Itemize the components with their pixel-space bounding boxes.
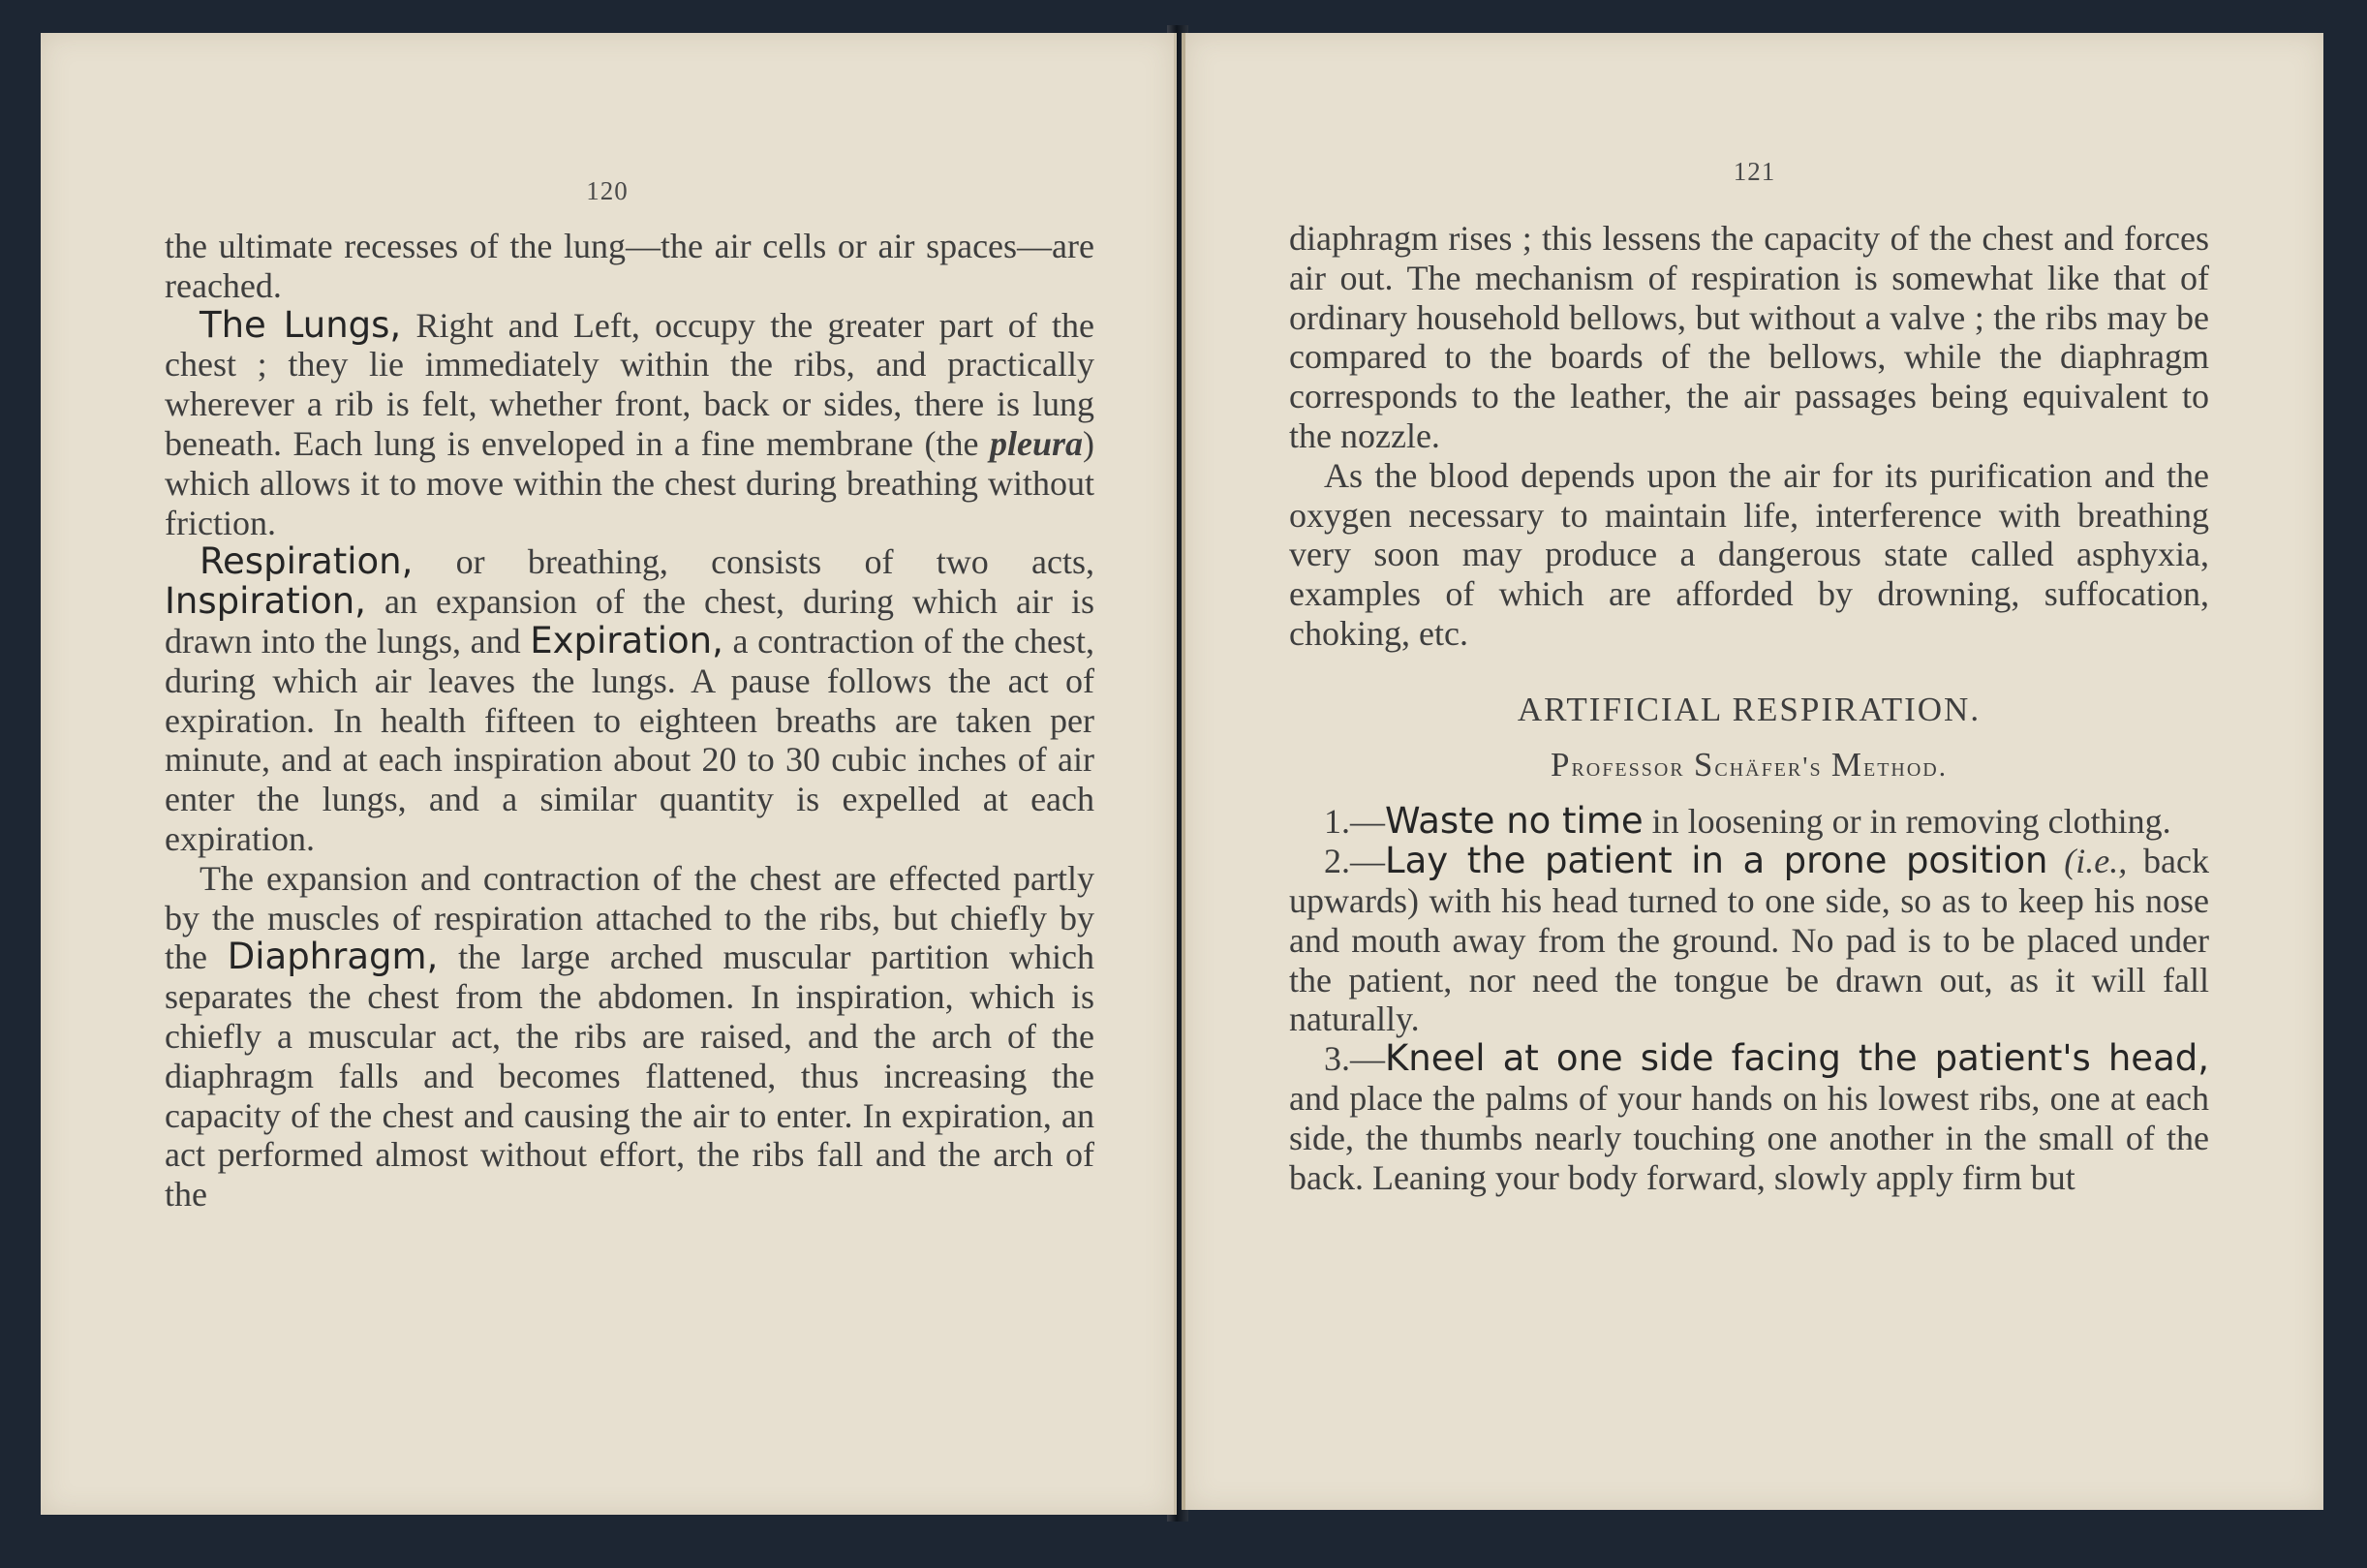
left-page: [41, 33, 1177, 1515]
step-title: Lay the patient in a prone position: [1385, 840, 2048, 882]
paragraph-text: or breathing, consists of two acts,: [413, 542, 1094, 582]
paragraph-text: As the blood depends upon the air for its purification and the oxygen necessary to maintain life, interference with breathing very soon may produce a dangerous state called asphyxia, examples of which are afforded by drowning, suffocation, choking, etc.: [1289, 455, 2209, 653]
step-title: Kneel at one side facing the patient's head,: [1385, 1037, 2209, 1080]
paragraph-text: The expansion and contraction of the chest are effected partly by the muscles of respiration attached to the ribs, but chiefly by the: [165, 858, 1094, 977]
step-number: 1.—: [1324, 802, 1385, 842]
section-heading: ARTIFICIAL RESPIRATION.: [1517, 690, 1982, 728]
paragraph-text: diaphragm rises ; this lessens the capacity of the chest and forces air out. The mechanism of respiration is somewhat like that of ordinary household bellows, but without a valve ; the ribs may be compared to the boards of the bellows, while the diaphragm corresponds to the leather, the air passages being equivalent to the nozzle.: [1289, 219, 2209, 455]
subheading-text: ethod.: [1862, 751, 1948, 783]
page-number: 120: [586, 176, 629, 205]
step-text: in loosening or in removing clothing.: [1643, 802, 2171, 842]
paragraph-asphyxia: [1289, 456, 2209, 654]
term-lungs: The Lungs,: [200, 303, 402, 346]
term-pleura: pleura: [989, 423, 1083, 463]
term-expiration: Expiration,: [530, 619, 723, 661]
paragraph-text: the ultimate recesses of the lung—the air cells or air spaces—are reached.: [165, 227, 1094, 305]
step-number: 3.—: [1324, 1039, 1385, 1079]
subheading-cap: M: [1830, 745, 1863, 784]
step-3: [1289, 1039, 2209, 1197]
paragraph: [165, 227, 1094, 306]
step-text: and place the palms of your hands on his lowest ribs, one at each side, the thumbs nearly touching one another in the small of the back. Leaning your body forward, slowly apply firm but: [1289, 1078, 2209, 1197]
step-2: [1289, 842, 2209, 1039]
section-subheading: [1289, 746, 2209, 787]
paragraph-text: the large arched muscular partition which separates the chest from the abdomen. In inspiration, which is chiefly a muscular act, the ribs are raised, and the arch of the diaphragm falls and becomes flattened, thus increasing the capacity of the chest and causing the air to enter. In expiration, an act performed almost without effort, the ribs fall and the arch of the: [165, 938, 1094, 1214]
subheading-cap: P: [1551, 745, 1572, 784]
paragraph-text: a contraction of the chest, during which air leaves the lungs. A pause follows the act of expiration. In health fifteen to eighteen breaths are taken per minute, and at each inspiration about 20 to 30 cubic inches of air enter the lungs, and a similar quantity is expelled at each expiration.: [165, 621, 1094, 858]
paragraph-lungs: [165, 303, 1094, 543]
right-page: [1182, 33, 2323, 1510]
paragraph-text: Right and Left, occupy the greater part of the chest ; they lie immediately within the ribs, and practically wherever a rib is felt, whether front, back or sides, there is lung beneath. Each lung is enveloped in a fine membrane (the: [165, 305, 1094, 463]
term-respiration: Respiration,: [200, 540, 414, 583]
paragraph-respiration: [165, 542, 1094, 858]
page-number: 121: [1733, 157, 1776, 186]
subheading-text: rofessor: [1571, 751, 1694, 783]
paragraph: [1289, 219, 2209, 456]
paragraph-text: ) which allows it to move within the chest during breathing without friction.: [165, 423, 1094, 542]
right-page-text: [1289, 219, 2209, 1197]
left-page-text: [165, 227, 1094, 1214]
step-1: [1289, 802, 2209, 842]
step-text: back upwards) with his head turned to one side, so as to keep his nose and mouth away from the ground. No pad is to be placed under the patient, nor need the tongue be drawn out, as it will fall naturally.: [1289, 842, 2209, 1039]
subheading-text: chäfer's: [1714, 751, 1831, 783]
step-title: Waste no time: [1385, 800, 1644, 843]
step-abbrev: (i.e.,: [2047, 842, 2128, 881]
paragraph-text: an expansion of the chest, during which air is drawn into the lungs, and: [165, 582, 1094, 661]
subheading-cap: S: [1693, 745, 1715, 784]
term-inspiration: Inspiration,: [165, 580, 366, 623]
step-number: 2.—: [1324, 842, 1385, 881]
paragraph-diaphragm: [165, 859, 1094, 1214]
term-diaphragm: Diaphragm,: [227, 936, 439, 978]
